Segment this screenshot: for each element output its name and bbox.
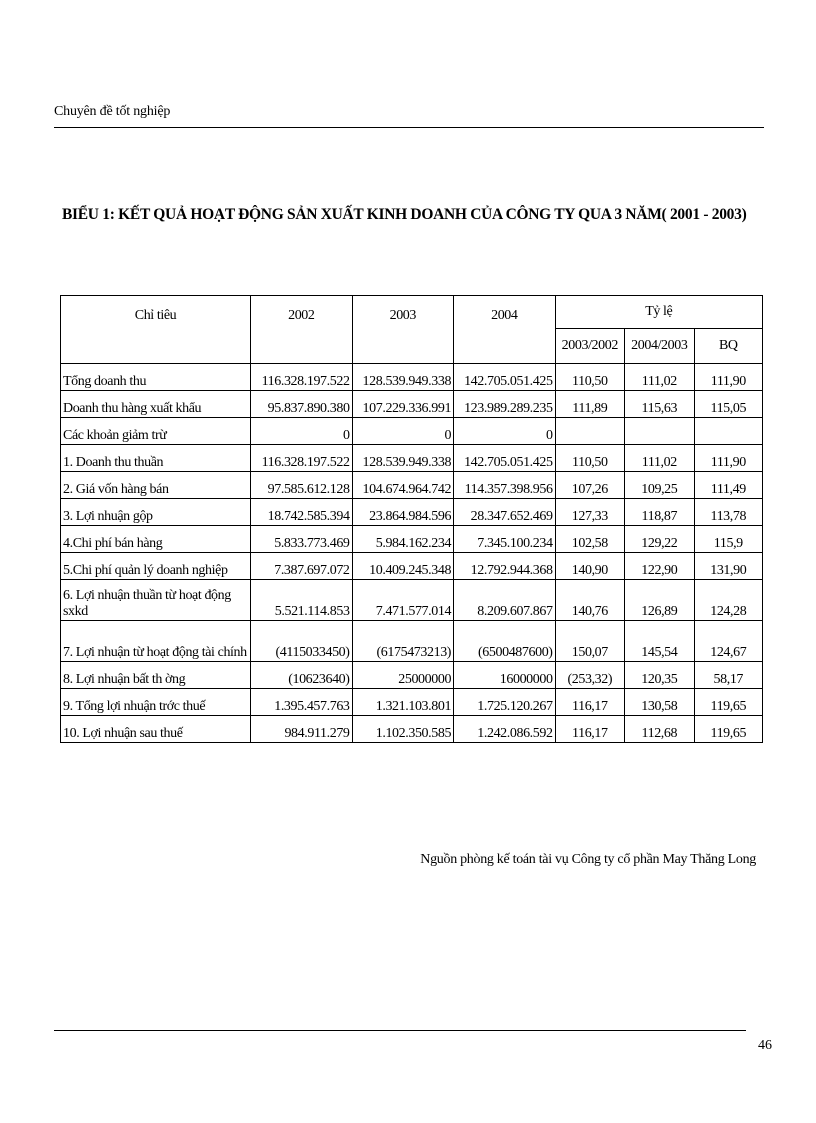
ratio-2004-2003: 130,58 (625, 689, 695, 716)
value-2002: 116.328.197.522 (251, 445, 352, 472)
ratio-2003-2002 (555, 418, 625, 445)
ratio-average: 124,28 (694, 580, 762, 621)
value-2002: 95.837.890.380 (251, 391, 352, 418)
value-2002: (4115033450) (251, 621, 352, 662)
value-2004: 12.792.944.368 (454, 553, 556, 580)
header-ratio-average: BQ (694, 329, 762, 364)
header-rule (54, 127, 764, 128)
table-header-row (61, 296, 763, 329)
table-row (61, 662, 763, 689)
value-2003: 107.229.336.991 (352, 391, 454, 418)
value-2003: 128.539.949.338 (352, 364, 454, 391)
ratio-average: 119,65 (694, 716, 762, 743)
row-label: 4.Chi phí bán hàng (61, 526, 251, 553)
value-2003: 25000000 (352, 662, 454, 689)
value-2003: 5.984.162.234 (352, 526, 454, 553)
ratio-2004-2003 (625, 418, 695, 445)
ratio-average: 124,67 (694, 621, 762, 662)
value-2004: 8.209.607.867 (454, 580, 556, 621)
page-number: 46 (758, 1038, 772, 1053)
table-row (61, 553, 763, 580)
ratio-average: 131,90 (694, 553, 762, 580)
ratio-2004-2003: 115,63 (625, 391, 695, 418)
value-2003: 7.471.577.014 (352, 580, 454, 621)
ratio-average: 111,49 (694, 472, 762, 499)
value-2004: 1.242.086.592 (454, 716, 556, 743)
row-label: 10. Lợi nhuận sau thuế (61, 716, 251, 743)
ratio-2004-2003: 111,02 (625, 445, 695, 472)
value-2002: 116.328.197.522 (251, 364, 352, 391)
header-ratio-2004-2003: 2004/2003 (625, 329, 695, 364)
value-2002: 0 (251, 418, 352, 445)
footer-rule (54, 1030, 746, 1031)
value-2003: 1.321.103.801 (352, 689, 454, 716)
row-label: 6. Lợi nhuận thuần từ hoạt động sxkd (61, 580, 251, 621)
ratio-average (694, 418, 762, 445)
ratio-2003-2002: 110,50 (555, 364, 625, 391)
report-title: BIỂU 1: KẾT QUẢ HOẠT ĐỘNG SẢN XUẤT KINH DOANH CỦA CÔNG TY QUA 3 NĂM( 2001 - 2003) (62, 206, 747, 223)
value-2003: 0 (352, 418, 454, 445)
value-2002: 1.395.457.763 (251, 689, 352, 716)
source-note: Nguồn phòng kế toán tài vụ Công ty cổ phần May Thăng Long (420, 852, 756, 867)
header-2002: 2002 (251, 296, 352, 364)
ratio-2004-2003: 129,22 (625, 526, 695, 553)
ratio-average: 111,90 (694, 445, 762, 472)
table-row (61, 580, 763, 621)
ratio-average: 58,17 (694, 662, 762, 689)
ratio-2004-2003: 126,89 (625, 580, 695, 621)
ratio-2004-2003: 111,02 (625, 364, 695, 391)
table-row (61, 716, 763, 743)
ratio-2003-2002: 116,17 (555, 716, 625, 743)
value-2003: 1.102.350.585 (352, 716, 454, 743)
row-label: 5.Chi phí quản lý doanh nghiệp (61, 553, 251, 580)
value-2004: 28.347.652.469 (454, 499, 556, 526)
value-2002: 5.521.114.853 (251, 580, 352, 621)
value-2004: 142.705.051.425 (454, 364, 556, 391)
header-indicator: Chỉ tiêu (61, 296, 251, 364)
ratio-2003-2002: 102,58 (555, 526, 625, 553)
results-table (60, 295, 763, 743)
table-row (61, 445, 763, 472)
header-ratio-group: Tỷ lệ (555, 296, 762, 329)
value-2003: 104.674.964.742 (352, 472, 454, 499)
value-2002: 18.742.585.394 (251, 499, 352, 526)
row-label: 2. Giá vốn hàng bán (61, 472, 251, 499)
table-row (61, 364, 763, 391)
row-label: 7. Lợi nhuận từ hoạt động tài chính (61, 621, 251, 662)
table-row (61, 391, 763, 418)
table-row (61, 472, 763, 499)
ratio-2003-2002: 150,07 (555, 621, 625, 662)
row-label: Các khoản giảm trừ (61, 418, 251, 445)
ratio-average: 115,05 (694, 391, 762, 418)
value-2004: 1.725.120.267 (454, 689, 556, 716)
page-header: Chuyên đề tốt nghiệp (54, 104, 171, 119)
value-2004: 7.345.100.234 (454, 526, 556, 553)
value-2003: 128.539.949.338 (352, 445, 454, 472)
row-label: 8. Lợi nhuận bất th ờng (61, 662, 251, 689)
ratio-2003-2002: 140,90 (555, 553, 625, 580)
table-row (61, 418, 763, 445)
row-label: 9. Tổng lợi nhuận trớc thuế (61, 689, 251, 716)
row-label: 1. Doanh thu thuần (61, 445, 251, 472)
ratio-2004-2003: 120,35 (625, 662, 695, 689)
ratio-2003-2002: (253,32) (555, 662, 625, 689)
value-2002: 984.911.279 (251, 716, 352, 743)
value-2002: 7.387.697.072 (251, 553, 352, 580)
ratio-average: 115,9 (694, 526, 762, 553)
ratio-2004-2003: 145,54 (625, 621, 695, 662)
value-2002: 5.833.773.469 (251, 526, 352, 553)
table-row (61, 689, 763, 716)
ratio-2004-2003: 118,87 (625, 499, 695, 526)
ratio-average: 111,90 (694, 364, 762, 391)
ratio-2003-2002: 111,89 (555, 391, 625, 418)
value-2004: 0 (454, 418, 556, 445)
ratio-2004-2003: 122,90 (625, 553, 695, 580)
ratio-2003-2002: 127,33 (555, 499, 625, 526)
table-row (61, 621, 763, 662)
header-2004: 2004 (454, 296, 556, 364)
value-2003: 10.409.245.348 (352, 553, 454, 580)
row-label: 3. Lợi nhuận gộp (61, 499, 251, 526)
header-2003: 2003 (352, 296, 454, 364)
row-label: Doanh thu hàng xuất khẩu (61, 391, 251, 418)
value-2004: 142.705.051.425 (454, 445, 556, 472)
value-2003: (6175473213) (352, 621, 454, 662)
value-2004: (6500487600) (454, 621, 556, 662)
ratio-average: 119,65 (694, 689, 762, 716)
ratio-2003-2002: 110,50 (555, 445, 625, 472)
ratio-2004-2003: 109,25 (625, 472, 695, 499)
ratio-2003-2002: 116,17 (555, 689, 625, 716)
ratio-2004-2003: 112,68 (625, 716, 695, 743)
header-ratio-2003-2002: 2003/2002 (555, 329, 625, 364)
ratio-2003-2002: 107,26 (555, 472, 625, 499)
value-2002: (10623640) (251, 662, 352, 689)
table-row (61, 499, 763, 526)
value-2002: 97.585.612.128 (251, 472, 352, 499)
ratio-2003-2002: 140,76 (555, 580, 625, 621)
value-2004: 123.989.289.235 (454, 391, 556, 418)
value-2003: 23.864.984.596 (352, 499, 454, 526)
ratio-average: 113,78 (694, 499, 762, 526)
value-2004: 16000000 (454, 662, 556, 689)
value-2004: 114.357.398.956 (454, 472, 556, 499)
row-label: Tổng doanh thu (61, 364, 251, 391)
table-row (61, 526, 763, 553)
